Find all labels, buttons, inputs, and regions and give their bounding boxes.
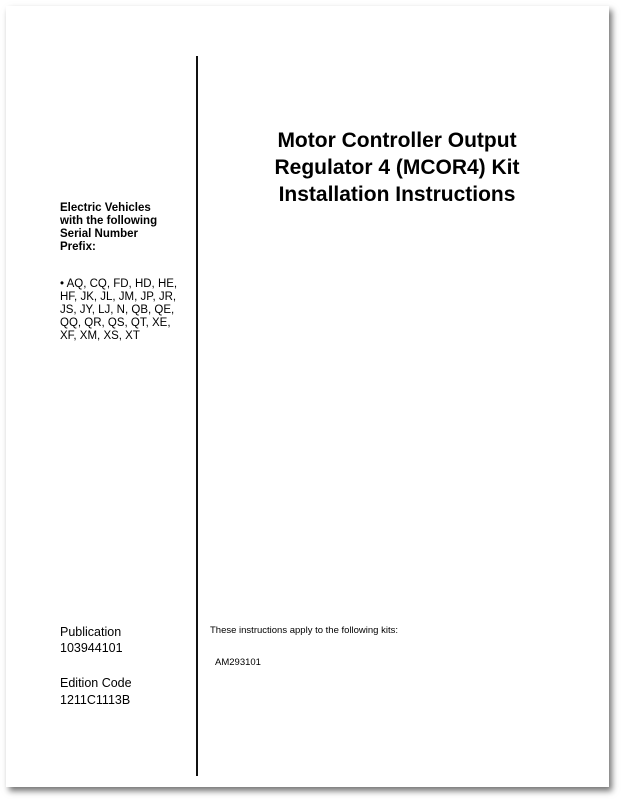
- edition-code-value: 1211C1113B: [60, 693, 131, 707]
- kits-intro-text: These instructions apply to the following kits:: [210, 625, 398, 636]
- edition-code-label: Edition Code: [60, 676, 132, 690]
- vertical-divider: [196, 56, 198, 776]
- vehicle-applicability-heading: Electric Vehicles with the following Serial Number Prefix:: [60, 202, 158, 253]
- title-line-2: Regulator 4 (MCOR4) Kit: [274, 156, 520, 179]
- publication-number: 103944101: [60, 641, 123, 655]
- kit-number: AM293101: [215, 657, 261, 668]
- document-page: [6, 6, 609, 787]
- publication-label: Publication: [60, 625, 122, 639]
- title-line-1: Motor Controller Output: [277, 129, 517, 152]
- serial-prefix-list: • AQ, CQ, FD, HD, HE, HF, JK, JL, JM, JP, JR, JS, JY, LJ, N, QB, QE, QQ, QR, QS, QT, XE, XF, XM, XS, XT: [60, 278, 178, 342]
- document-title: [232, 127, 562, 208]
- title-line-3: Installation Instructions: [278, 183, 516, 206]
